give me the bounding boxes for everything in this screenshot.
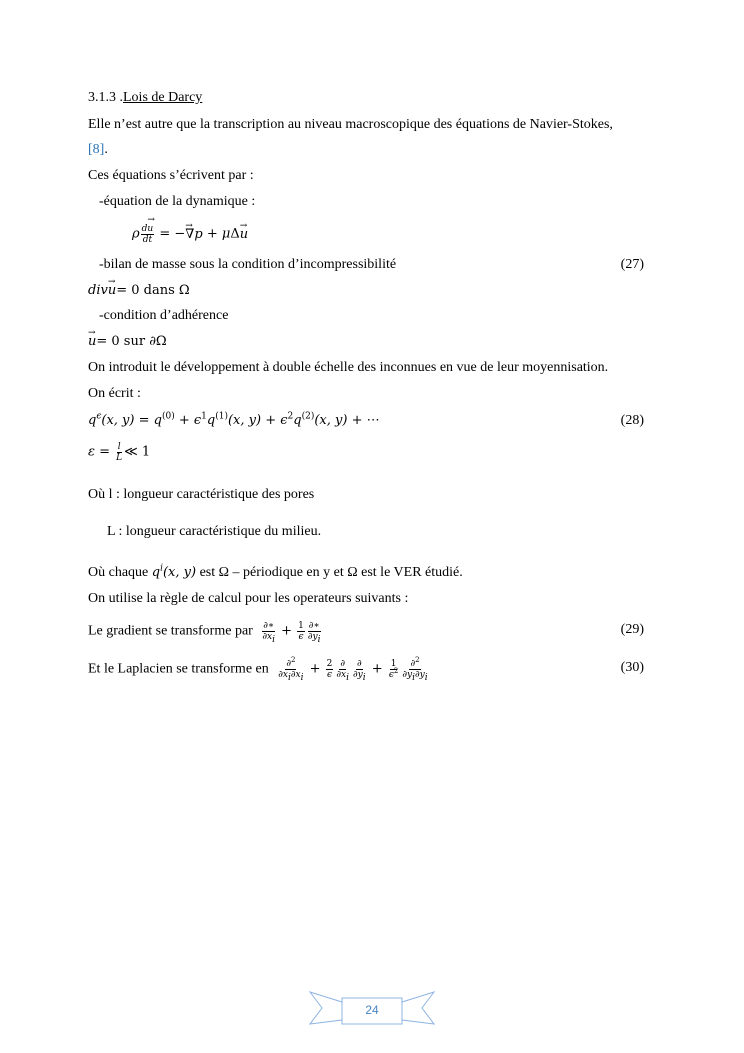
gradient-rule: Le gradient se transforme par $\frac{\partial∗}{\partial x_i}$ + $\frac{1}{\epsilon}$ $\frac{\partial∗}{\partial y_i}$ [88,621,321,645]
equation-number-30: (30) [620,660,644,675]
dynamics-label: -équation de la dynamique : [99,194,256,209]
mass-balance-equation: div→ u= 0 dans Ω [88,282,190,300]
paragraph-line [88,141,108,159]
laplacian-rule: Et le Laplacien se transforme en $\frac{\partial^2}{\partial x_i\partial x_i}$ + $\frac{2}{\epsilon}$ $\frac{\partial}{\partial x_i}$ $\frac{\partial}{\partial y_i}$ + $\frac{1}{\epsilon^2}$ $\frac{\partial^2}{\partial y_i\partial y_i}$ [88,656,428,683]
intro-text: Ces équations s’écrivent par : [88,168,254,183]
citation-link[interactable]: [8] [88,142,105,157]
gradient-label: Le gradient se transforme par [88,623,253,639]
adherence-text: = 0 sur ∂Ω [96,334,167,349]
equation-number-27: (27) [620,257,644,272]
definition-L: L : longueur caractéristique du milieu. [107,524,322,539]
paragraph-line: Elle n’est autre que la transcription au niveau macroscopique des équations de Navier-Stokes, [88,117,613,132]
material-derivative-fraction: $\frac{d\to u}{dt}$ [141,224,155,245]
section-heading [88,89,202,107]
dynamics-equation: ρ $\frac{d\to u}{dt}$ = −→ ∇p + μΔ→ u [132,224,248,245]
laplacian-label: Et le Laplacien se transforme en [88,661,269,677]
epsilon-definition: ε = $\frac{l}{L}$ ≪ 1 [88,442,151,463]
paragraph-line: On écrit : [88,386,141,401]
equation-number-29: (29) [620,622,644,637]
paragraph-end: . [104,142,108,157]
page-number: 24 [365,1003,379,1017]
adherence-equation: → u= 0 sur ∂Ω [88,333,167,351]
periodicity-statement: Où chaque $q^i(x$, y) est Ω – périodique en y et Ω est le VER étudié. [88,563,463,580]
periodicity-suffix: est Ω – périodique en y et Ω est le VER étudié. [199,565,463,580]
adherence-label: -condition d’adhérence [99,308,229,323]
definition-l: Où l : longueur caractéristique des pores [88,487,315,502]
equation-number-28: (28) [620,413,644,428]
paragraph-line: On introduit le développement à double échelle des inconnues en vue de leur moyennisation. [88,360,609,375]
mass-balance-text: = 0 dans Ω [116,283,190,298]
periodicity-prefix: Où chaque [88,565,149,580]
expansion-equation: $q^\epsilon(x$, $y) = q^{(0)} + \epsilon^1q^{(1)}(x$, $y) + \epsilon^2q^{(2)}(x$, y) + ⋯ [88,411,380,428]
section-title: Lois de Darcy [123,90,203,105]
section-number: 3.1.3 . [88,90,123,105]
mass-balance-label: -bilan de masse sous la condition d’incompressibilité [99,257,397,272]
rule-intro: On utilise la règle de calcul pour les operateurs suivants : [88,591,409,606]
